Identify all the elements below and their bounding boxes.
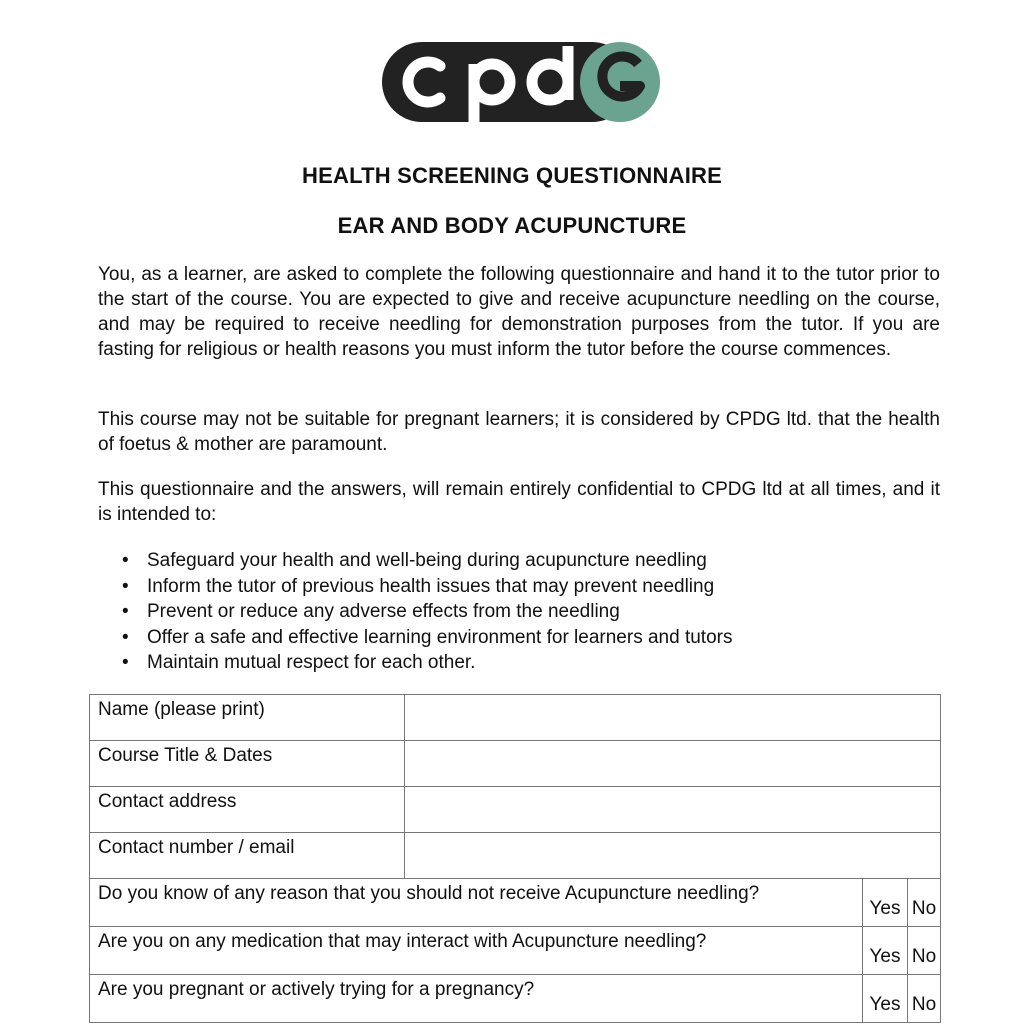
table-row xyxy=(90,787,941,833)
table-row xyxy=(90,741,941,787)
course-label: Course Title & Dates xyxy=(90,741,405,787)
course-field[interactable] xyxy=(405,741,941,787)
pregnancy-paragraph: This course may not be suitable for pregnant learners; it is considered by CPDG ltd. that the health of foetus & mother are paramount. xyxy=(98,409,940,455)
table-row xyxy=(90,879,941,927)
cpdg-logo xyxy=(382,42,660,122)
questions-table xyxy=(89,878,941,1023)
no-option[interactable]: No xyxy=(908,975,941,1023)
yes-option[interactable]: Yes xyxy=(863,927,908,975)
document-title: HEALTH SCREENING QUESTIONNAIRE xyxy=(302,163,722,188)
no-option[interactable]: No xyxy=(908,879,941,927)
question-text: Do you know of any reason that you should not receive Acupuncture needling? xyxy=(90,879,863,927)
yes-option[interactable]: Yes xyxy=(863,975,908,1023)
contact-label: Contact number / email xyxy=(90,833,405,879)
intro-paragraph: You, as a learner, are asked to complete the following questionnaire and hand it to the tutor prior to the start of the course. You are expected to give and receive acupuncture needling on the course, and may be required to receive needling for demonstration purposes from the tutor. If you are fasting for religious or health reasons you must inform the tutor before the course commences. xyxy=(98,264,940,360)
address-field[interactable] xyxy=(405,787,941,833)
details-form xyxy=(89,694,941,879)
list-item: • Maintain mutual respect for each other. xyxy=(147,650,732,676)
list-item: • Inform the tutor of previous health issues that may prevent needling xyxy=(147,574,732,600)
list-item: • Prevent or reduce any adverse effects from the needling xyxy=(147,599,732,625)
question-text: Are you pregnant or actively trying for a pregnancy? xyxy=(90,975,863,1023)
document-subtitle: EAR AND BODY ACUPUNCTURE xyxy=(337,213,687,238)
address-label: Contact address xyxy=(90,787,405,833)
purpose-list xyxy=(98,548,732,676)
confidentiality-paragraph: This questionnaire and the answers, will remain entirely confidential to CPDG ltd at all times, and it is intended to: xyxy=(98,479,940,525)
question-text: Are you on any medication that may interact with Acupuncture needling? xyxy=(90,927,863,975)
name-label: Name (please print) xyxy=(90,695,405,741)
name-field[interactable] xyxy=(405,695,941,741)
table-row xyxy=(90,975,941,1023)
yes-option[interactable]: Yes xyxy=(863,879,908,927)
table-row xyxy=(90,833,941,879)
list-item: • Offer a safe and effective learning environment for learners and tutors xyxy=(147,625,732,651)
table-row xyxy=(90,927,941,975)
no-option[interactable]: No xyxy=(908,927,941,975)
table-row xyxy=(90,695,941,741)
list-item: • Safeguard your health and well-being during acupuncture needling xyxy=(147,548,732,574)
contact-field[interactable] xyxy=(405,833,941,879)
